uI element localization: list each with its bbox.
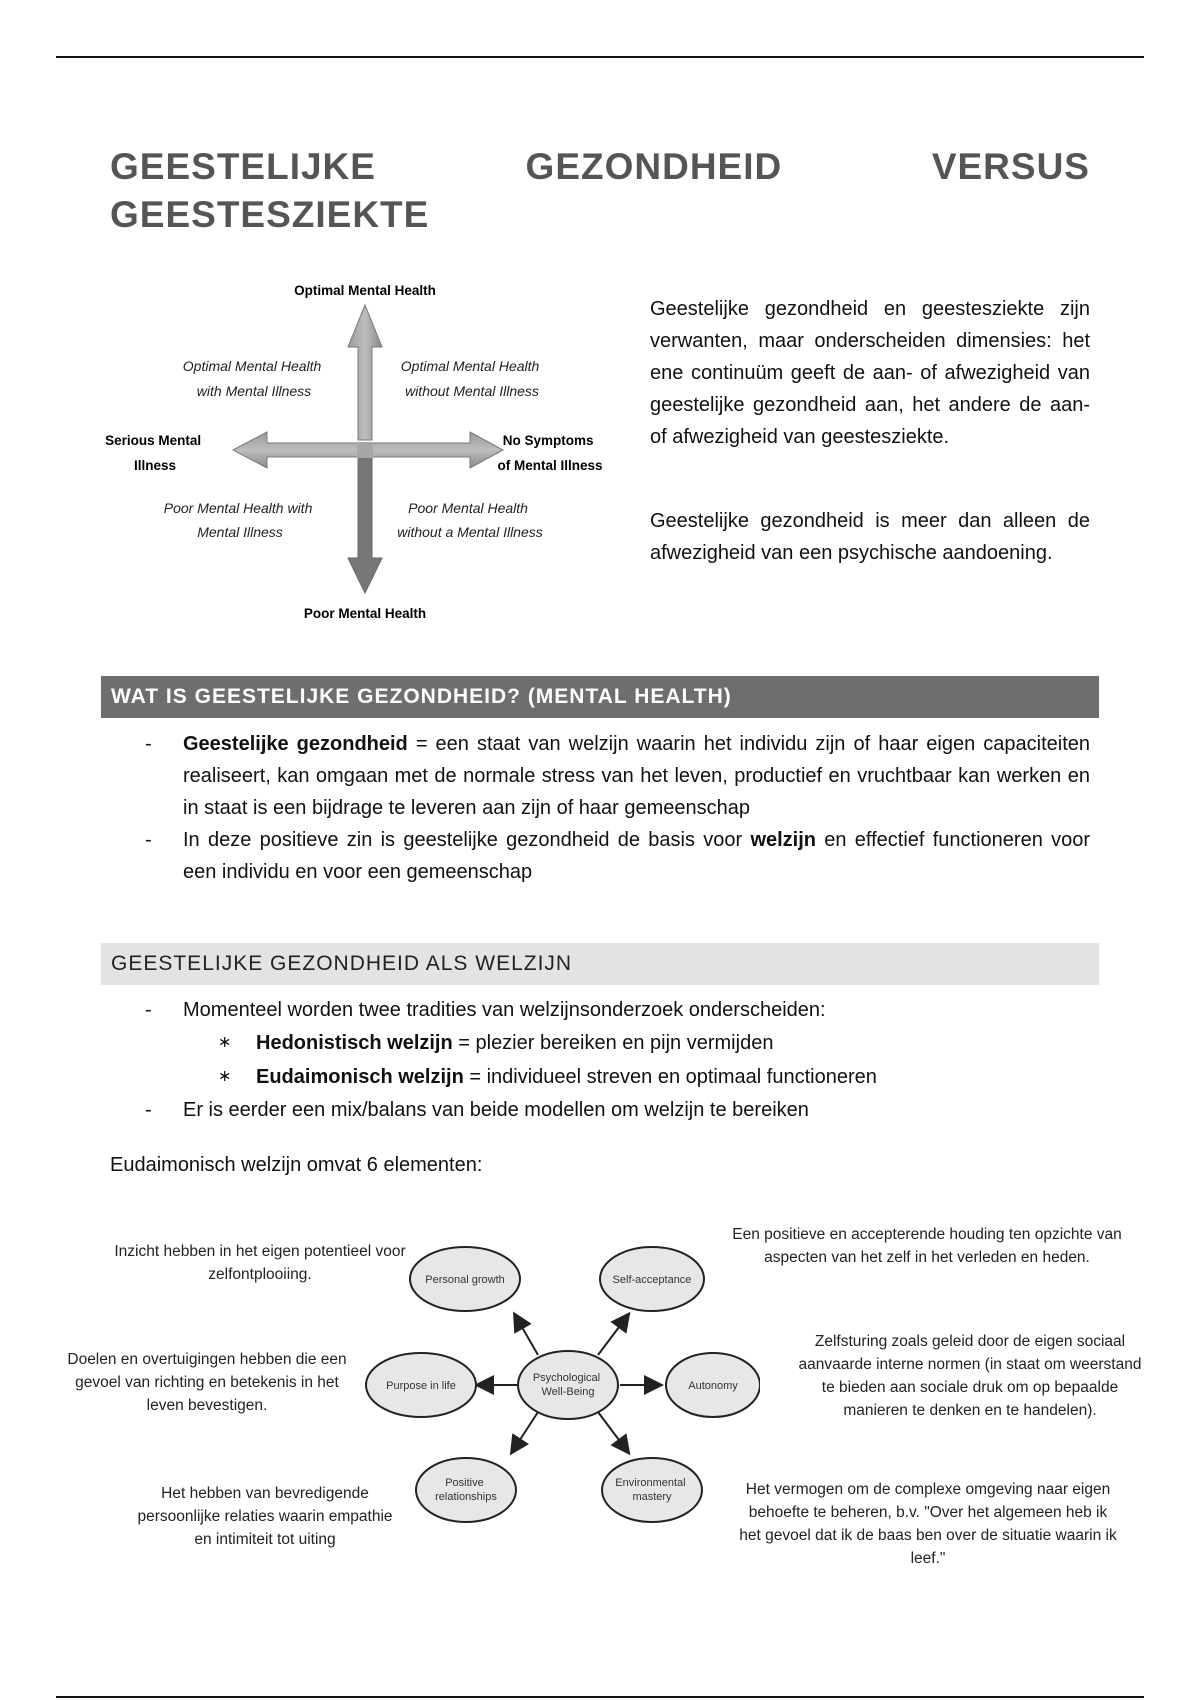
quadrant-top-right: Optimal Mental Health without Mental Illness <box>400 358 540 399</box>
arrow-down <box>348 457 382 593</box>
bottom-rule <box>56 1696 1144 1698</box>
desc-self-acceptance: Een positieve en accepterende houding ten opzichte van aspecten van het zelf in het verleden en heden. <box>732 1226 1122 1266</box>
quadrant-bottom-left: Poor Mental Health with Mental Illness <box>163 500 313 540</box>
svg-text:Personal growth: Personal growth <box>425 1274 505 1286</box>
arrow-right <box>372 432 503 468</box>
section-heading-mental-health: WAT IS GEESTELIJKE GEZONDHEID? (MENTAL HEALTH) <box>101 676 1099 718</box>
wellbeing-subitems <box>183 1026 1090 1094</box>
list-item: - In deze positieve zin is geestelijke gezondheid de basis voor welzijn en effectief functioneren voor een individu en voor een gemeenschap <box>145 829 1090 883</box>
sub-list-item: ∗ Eudaimonisch welzijn = individueel streven en optimaal functioneren <box>218 1066 877 1088</box>
desc-personal-growth: Inzicht hebben in het eigen potentieel voor zelfontplooiing. <box>114 1243 406 1283</box>
svg-text:Psychological Well-Being: Psychological Well-Being <box>532 1372 601 1398</box>
intro-paragraph-1: Geestelijke gezondheid en geestesziekte zijn verwanten, maar onderscheiden dimensies: het ene continuüm geeft de aan- of afwezigheid van geestelijke gezondheid aan, het andere de aan- of afwezigheid van geestesziekte. <box>650 298 1090 448</box>
arrow-left <box>233 432 358 468</box>
svg-text:Environmental mastery: Environmental mastery <box>615 1477 686 1503</box>
svg-text:Positive relationships: Positive relationships <box>435 1477 497 1503</box>
title-line-2: GEESTESZIEKTE <box>110 194 430 235</box>
node-positive-relationships <box>416 1458 516 1522</box>
svg-text:Purpose in life: Purpose in life <box>386 1380 456 1392</box>
list-item: - Momenteel worden twee tradities van welzijnsonderzoek onderscheiden: ∗ Hedonistisch welzijn = plezier bereiken en pijn vermijden ∗ Eudaimonisch welzijn = individueel streven en optimaal functioneren <box>145 994 1090 1094</box>
page-title <box>110 146 1090 236</box>
list-item: - Er is eerder een mix/balans van beide modellen om welzijn te bereiken <box>145 1099 809 1121</box>
arrow-up <box>348 305 382 440</box>
quadrant-top-left: Optimal Mental Health with Mental Illness <box>182 358 322 399</box>
svg-text:Self-acceptance: Self-acceptance <box>612 1274 692 1286</box>
mental-health-quadrant-diagram <box>105 275 645 635</box>
wellbeing-bullets <box>145 994 1090 1126</box>
node-environmental-mastery <box>602 1458 702 1522</box>
desc-environmental-mastery: Het vermogen om de complexe omgeving naar eigen behoefte te beheren, b.v. "Over het algemeen heb ik het gevoel dat ik de baas ben over de situatie waarin ik leef." <box>739 1481 1117 1567</box>
intro-paragraph-2: Geestelijke gezondheid is meer dan alleen de afwezigheid van een psychische aandoening. <box>650 510 1090 564</box>
section-heading-wellbeing: GEESTELIJKE GEZONDHEID ALS WELZIJN <box>101 943 1099 985</box>
psychological-wellbeing-diagram <box>360 1230 760 1530</box>
label-poor-mental-health: Poor Mental Health <box>303 606 427 621</box>
label-optimal-mental-health: Optimal Mental Health <box>294 283 436 298</box>
desc-autonomy: Zelfsturing zoals geleid door de eigen sociaal aanvaarde interne normen (in staat om weerstand te bieden aan sociale druk om op bepaalde manieren te denken en te handelen). <box>798 1333 1142 1419</box>
svg-text:Autonomy: Autonomy <box>688 1380 738 1392</box>
desc-purpose-in-life: Doelen en overtuigingen hebben die een gevoel van richting en betekenis in het leven bevestigen. <box>67 1351 347 1414</box>
top-rule <box>56 56 1144 58</box>
label-serious-mental-illness: Serious Mental Illness <box>105 433 202 473</box>
title-word-3: VERSUS <box>931 146 1090 187</box>
eudaimonic-intro: Eudaimonisch welzijn omvat 6 elementen: <box>110 1154 483 1176</box>
title-word-2: GEZONDHEID <box>525 146 783 187</box>
quadrant-bottom-right: Poor Mental Health without a Mental Illness <box>397 500 543 540</box>
list-item: - Geestelijke gezondheid = een staat van welzijn waarin het individu zijn of haar eigen capaciteiten realiseert, kan omgaan met de normale stress van het leven, productief en vruchtbaar kan werken en in staat is een bijdrage te leveren aan zijn of haar gemeenschap <box>145 733 1090 819</box>
title-word-1: GEESTELIJKE <box>110 146 376 187</box>
label-no-symptoms: No Symptoms of Mental Illness <box>497 433 603 473</box>
sub-list-item: ∗ Hedonistisch welzijn = plezier bereiken en pijn vermijden <box>218 1032 774 1054</box>
mental-health-bullets <box>145 728 1090 888</box>
node-psychological-wellbeing <box>518 1351 618 1419</box>
desc-positive-relationships: Het hebben van bevredigende persoonlijke relaties waarin empathie en intimiteit tot uiting <box>137 1485 393 1548</box>
